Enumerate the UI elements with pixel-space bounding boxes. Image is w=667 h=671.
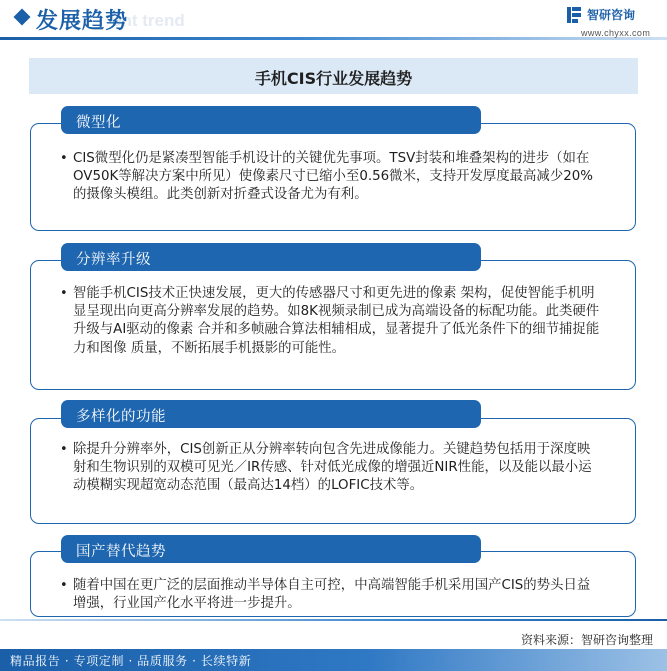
header-subtitle: ent trend [112,11,185,30]
header-title: 发展趋势 [36,9,129,34]
section-text: 智能手机CIS技术正快速发展，更大的传感器尺寸和更先进的像素 架构，促使智能手机明显呈现出向更高分辨率发展的趋势。如8K视频录制已成为高端设备的标配功能。此类硬件升级与AI驱动的像素 合并和多帧融合算法相辅相成，显著提升了低光条件下的细节捕捉能力和图像 质量，不断拓展手机摄影的可能性。 [73,286,600,356]
title-banner [29,58,638,94]
bullet-icon: • [60,578,68,593]
section-body [60,285,601,358]
brand-logo-icon [567,7,581,23]
header-divider [0,37,667,40]
section-heading-tab [61,400,481,428]
brand-url: www.chyxx.com [581,28,651,38]
page-header [0,0,667,42]
data-source: 资料来源：智研咨询整理 [520,633,653,647]
section-heading: 分辨率升级 [76,252,151,268]
section-body [60,441,601,496]
bullet-icon: • [60,286,68,301]
section-heading-tab [61,106,481,134]
section-body [60,577,601,613]
section-heading: 微型化 [76,115,121,131]
section-heading: 国产替代趋势 [76,544,166,560]
bullet-icon: • [60,442,68,457]
brand-name: 智研咨询 [587,8,636,22]
footer-bar [0,649,667,671]
section-heading: 多样化的功能 [76,409,166,425]
section-body [60,150,601,205]
page-title: 手机CIS行业发展趋势 [254,69,413,88]
footer-tagline: 精品报告 · 专项定制 · 品质服务 · 长续特新 [10,654,252,668]
section-heading-tab [61,243,481,271]
footer-divider [0,619,667,621]
section-text: 除提升分辨率外，CIS创新正从分辨率转向包含先进成像能力。关键趋势包括用于深度映射和生物识别的双模可见光／IR传感、针对低光成像的增强近NIR性能，以及能以最小运动模糊实现超宽动态范围（最高达14档）的LOFIC技术等。 [73,442,592,494]
section-text: 随着中国在更广泛的层面推动半导体自主可控，中高端智能手机采用国产CIS的势头日益增强，行业国产化水平将进一步提升。 [73,578,591,612]
section-heading-tab [61,535,481,563]
diamond-icon [14,9,31,26]
section-text: CIS微型化仍是紧凑型智能手机设计的关键优先事项。TSV封装和堆叠架构的进步（如在OV50K等解决方案中所见）使像素尺寸已缩小至0.56微米，支持开发厚度最高减少20%的摄像头模组。此类创新对折叠式设备尤为有利。 [73,151,593,203]
bullet-icon: • [60,151,68,166]
